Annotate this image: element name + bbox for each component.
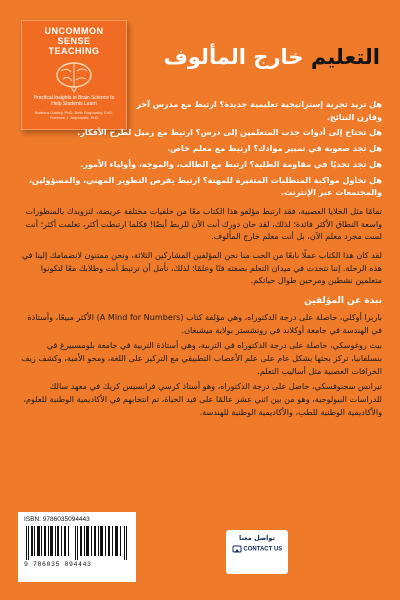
question-3: هل تجد صعوبة في تمييز موادك؟ ارتبط مع معلم خاص. — [167, 143, 382, 154]
contact-label-ar: تواصل معنا — [239, 534, 275, 542]
paragraph-2: لقد كان هذا الكتاب عملًا نابعًا من الحب منا نحن المؤلفين المشاركين الثلاثة، ونحن ممتنون لانضمامك إلينا في هذه الرحلة. إننا نتحدث في ميدان التعلم بصفته فنًا وعلمًا؛ لذلك، نأمل أن ترتبط أنت وطلابك معًا لتكونوا متعلمين نشطين ومرحين طوال حياتكم. — [21, 250, 382, 286]
paragraph-1: تمامًا مثل الخلايا العصبية، فقد ارتبط مؤلفو هذا الكتاب معًا من خلفيات مختلفة عريضة، لتزويدك بالمنظورات واسعة النطاق الأكثر فائدة؛ لذلك، لقد حان دورك أنت الآن للربط أيضًا! فكلما ارتبطت أكثر، تعلمت أكثر؛ أنت لست مجرد معلم الآن، بل أنت معلم خارج المألوف. — [25, 205, 382, 242]
question-4: هل تجد تحديًا في مقاومة الطلبة؟ ارتبط مع الطالب، والموجه، وأولياء الأمور. — [80, 158, 382, 169]
question-1: هل تريد تجربة إستراتيجية تعليمية جديدة؟ ارتبط مع مدرس آخر وقارن النتائج. — [136, 99, 382, 122]
title-part-1: التعليم — [310, 45, 380, 69]
question-5: هل تحاول مواكبة المتطلبات المتغيرة للمهنة؟ ارتبط بفرص التطوير المهني، والمسؤولين، والمجتمعات عبر الإنترنت. — [28, 174, 382, 198]
title-part-2: خارج المألوف — [163, 45, 304, 69]
back-cover-text — [18, 98, 382, 418]
barcode-icon — [24, 526, 130, 560]
authors-heading: نبذة عن المؤلفين — [304, 296, 382, 307]
bio-sejnowski: تيرانس سجنوفسكي، حاصل على درجة الدكتوراه، وهو أستاذ كرسي فرانسيس كريك في معهد سالك للدراسات البيولوجية، وهو من بين اثني عشر عالمًا على قيد الحياة، تم انتخابهم في الأكاديمية الوطنية للعلوم، والأكاديمية الوطنية للطب، والأكاديمية الوطنية للهندسة. — [23, 381, 382, 417]
cover-authors: Barbara Oakley, PhD, Beth Rogowsky, EdD, Terrence J. Sejnowski, PhD — [34, 110, 114, 120]
barcode-number: 9 786035 094443 — [24, 561, 92, 568]
bio-rogowsky: بيث روغوسكي، حاصلة على درجة الدكتوراه في التربية، وهي أستاذة التربية في جامعة بلومسبيرغ في بنسلفانيا، تركز بحثها بشكل عام على علم الأعصاب التطبيقي مع التركيز على اللغة، ومحو الأمية، وكشف زيف الخرافات العصبية مثل أساليب التعلم. — [21, 340, 382, 376]
cover-subtitle: Practical Insights in Brain Science to Help Students Learn — [33, 95, 115, 107]
contact-label-en — [226, 544, 288, 554]
cover-title-line2: SENSE — [57, 36, 91, 46]
bio-oakley: باربرا أوكلي، حاصلة على درجة الدكتوراه، وهي مؤلفة كتاب (A Mind for Numbers) الأكثر مبيعًا، وأستاذة في الهندسة في جامعة أوكلاند في روتشستر بولاية ميشيغان. — [27, 311, 382, 335]
page-title — [140, 44, 380, 70]
contact-label-en-text: CONTACT US — [243, 546, 283, 553]
isbn-label: ISBN: 9786035094443 — [24, 516, 90, 523]
hand-pointer-icon — [232, 544, 242, 554]
brain-icon — [51, 59, 97, 93]
cover-title-line1: UNCOMMON — [44, 26, 104, 36]
question-2: هل تحتاج إلى أدوات جذب المتعلمين إلى درس؟ ارتبط مع زميل لطرح الأفكار. — [77, 127, 382, 138]
contact-us-badge[interactable] — [226, 530, 288, 574]
isbn-barcode-box — [18, 512, 136, 582]
cover-title-line3: TEACHING — [48, 46, 100, 56]
